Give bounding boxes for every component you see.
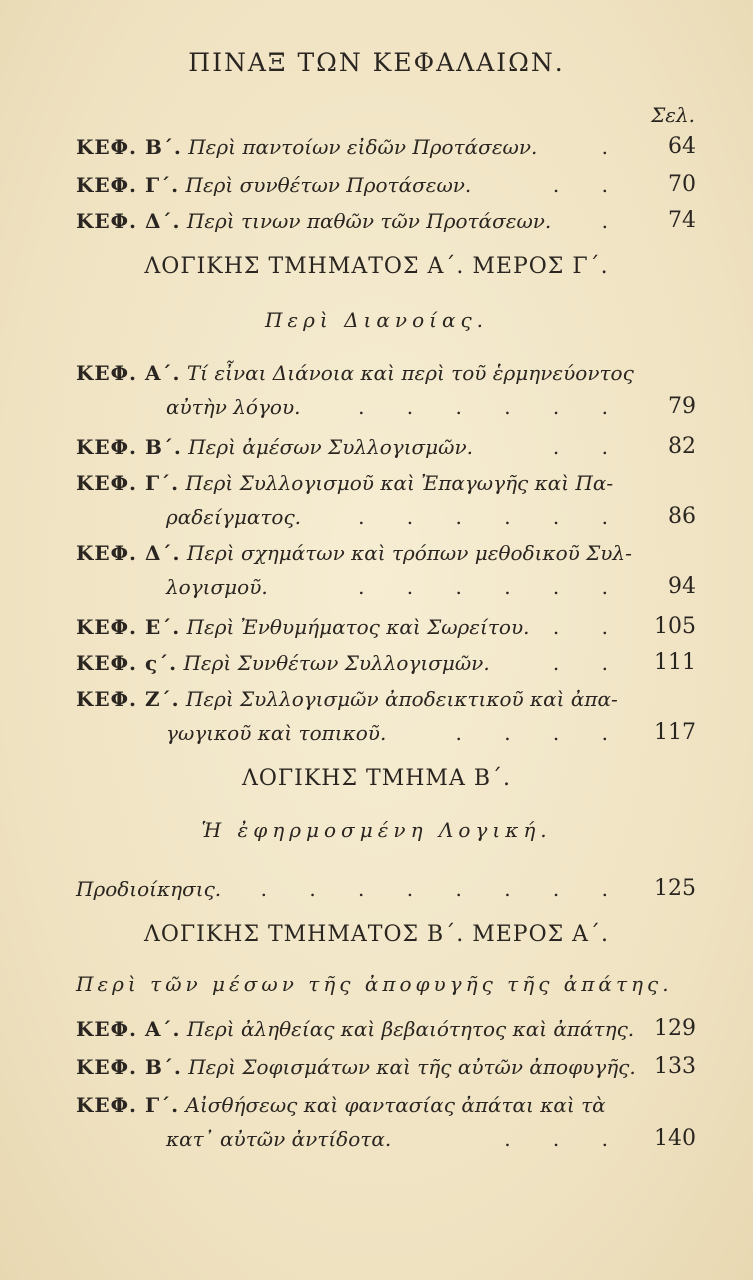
chapter-label: ΚΕΦ. Γ΄.	[76, 173, 180, 197]
chapter-title: Περὶ ἀμέσων Συλλογισμῶν.	[188, 435, 474, 459]
toc-entry[interactable]	[76, 466, 696, 534]
page-number: 117	[654, 720, 696, 745]
leader-dots: . . .	[504, 1127, 626, 1151]
section-subheading: Ἡ ἐφηρμοσμένη Λογική.	[201, 818, 552, 842]
page-number: 86	[668, 504, 696, 529]
chapter-label: ΚΕΦ. Ζ΄.	[76, 687, 180, 711]
leader-dots: .	[601, 135, 626, 159]
chapter-label: ΚΕΦ. Δ΄.	[76, 209, 181, 233]
chapter-title-cont: ραδείγματος.	[166, 505, 301, 529]
leader-dots: . .	[552, 615, 626, 639]
page-number: 140	[654, 1126, 696, 1151]
chapter-title: Περὶ συνθέτων Προτάσεων.	[185, 173, 472, 197]
chapter-title-cont: αὐτὴν λόγου.	[166, 395, 301, 419]
page-number: 111	[654, 650, 696, 675]
chapter-label: ΚΕΦ. Γ΄.	[76, 471, 180, 495]
chapter-title: Τί εἶναι Διάνοια καὶ περὶ τοῦ ἑρμηνεύοντος	[186, 361, 634, 385]
chapter-title: Περὶ Συλλογισμῶν ἀποδεικτικοῦ καὶ ἀπα-	[185, 687, 618, 711]
page-number: 94	[668, 574, 696, 599]
chapter-title-cont: γωγικοῦ καὶ τοπικοῦ.	[166, 721, 387, 745]
toc-entry[interactable]	[76, 1050, 696, 1084]
page-number: 105	[654, 614, 696, 639]
leader-dots: . . . . . .	[358, 575, 626, 599]
chapter-label: ΚΕΦ. Β΄.	[76, 135, 182, 159]
toc-entry[interactable]	[76, 872, 696, 906]
toc-entry[interactable]	[76, 610, 696, 644]
chapter-title: Αἰσθήσεως καὶ φαντασίας ἀπάται καὶ τὰ	[185, 1093, 606, 1117]
chapter-title: Περὶ σχημάτων καὶ τρόπων μεθοδικοῦ Συλ-	[186, 541, 632, 565]
section-heading: ΛΟΓΙΚΗΣ ΤΜΗΜΑ Β΄.	[241, 766, 511, 791]
leader-dots: .	[601, 209, 626, 233]
page-number: 82	[668, 434, 696, 459]
page-number: 133	[654, 1054, 696, 1079]
section-heading: ΛΟΓΙΚΗΣ ΤΜΗΜΑΤΟΣ Α΄. ΜΕΡΟΣ Γ΄.	[144, 254, 609, 279]
toc-entry[interactable]	[76, 168, 696, 202]
toc-entry[interactable]	[76, 356, 696, 424]
chapter-label: ΚΕΦ. Β΄.	[76, 1055, 182, 1079]
chapter-label: ΚΕΦ. Γ΄.	[76, 1093, 180, 1117]
toc-entry[interactable]	[76, 204, 696, 238]
chapter-title: Περὶ Συνθέτων Συλλογισμῶν.	[183, 651, 490, 675]
page-number: 79	[668, 394, 696, 419]
chapter-label: ΚΕΦ. Α΄.	[76, 1017, 181, 1041]
toc-entry[interactable]	[76, 130, 696, 164]
leader-dots: . . . .	[455, 721, 626, 745]
toc-entry[interactable]	[76, 682, 696, 750]
chapter-label: ΚΕΦ. Β΄.	[76, 435, 182, 459]
chapter-title: Προδιοίκησις.	[76, 877, 222, 901]
chapter-title-cont: λογισμοῦ.	[166, 575, 268, 599]
leader-dots: . . . . . .	[358, 395, 626, 419]
leader-dots: . .	[552, 173, 626, 197]
toc-entry[interactable]	[76, 536, 696, 604]
chapter-label: ΚΕΦ. Α΄.	[76, 361, 181, 385]
page-number: 64	[668, 134, 696, 159]
chapter-title: Περὶ Συλλογισμοῦ καὶ Ἐπαγωγῆς καὶ Πα-	[185, 471, 614, 495]
leader-dots: . . . . . .	[358, 505, 626, 529]
section-subheading: Περὶ τῶν μέσων τῆς ἀποφυγῆς τῆς ἀπάτης.	[76, 972, 673, 996]
toc-entry[interactable]	[76, 1012, 696, 1046]
page-number: 74	[668, 208, 696, 233]
chapter-title: Περὶ τινων παθῶν τῶν Προτάσεων.	[186, 209, 552, 233]
chapter-title-cont: κατ᾽ αὐτῶν ἀντίδοτα.	[166, 1127, 392, 1151]
leader-dots: . .	[552, 435, 626, 459]
page-number: 129	[654, 1016, 696, 1041]
section-heading: ΛΟΓΙΚΗΣ ΤΜΗΜΑΤΟΣ Β΄. ΜΕΡΟΣ Α΄.	[143, 922, 610, 947]
leader-dots: . . . . . . . .	[260, 877, 626, 901]
toc-entry[interactable]	[76, 1088, 696, 1156]
running-head: ΠΙΝΑΞ ΤΩΝ ΚΕΦΑΛΑΙΩΝ.	[188, 48, 565, 77]
page-number: 125	[654, 876, 696, 901]
chapter-label: ΚΕΦ. Δ΄.	[76, 541, 181, 565]
section-subheading: Περὶ Διανοίας.	[264, 308, 489, 332]
chapter-label: ΚΕΦ. Ε΄.	[76, 615, 181, 639]
chapter-title: Περὶ παντοίων εἰδῶν Προτάσεων.	[188, 135, 538, 159]
toc-entry[interactable]	[76, 430, 696, 464]
chapter-title: Περὶ Ἐνθυμήματος καὶ Σωρείτου.	[186, 615, 530, 639]
page-column-label: Σελ.	[651, 103, 695, 127]
page-number: 70	[668, 172, 696, 197]
toc-entry[interactable]	[76, 646, 696, 680]
chapter-label: ΚΕΦ. ς΄.	[76, 651, 178, 675]
chapter-title: Περὶ ἀληθείας καὶ βεβαιότητος καὶ ἀπάτης.	[186, 1017, 635, 1041]
chapter-title: Περὶ Σοφισμάτων καὶ τῆς αὐτῶν ἀποφυγῆς.	[188, 1055, 636, 1079]
leader-dots: . .	[552, 651, 626, 675]
